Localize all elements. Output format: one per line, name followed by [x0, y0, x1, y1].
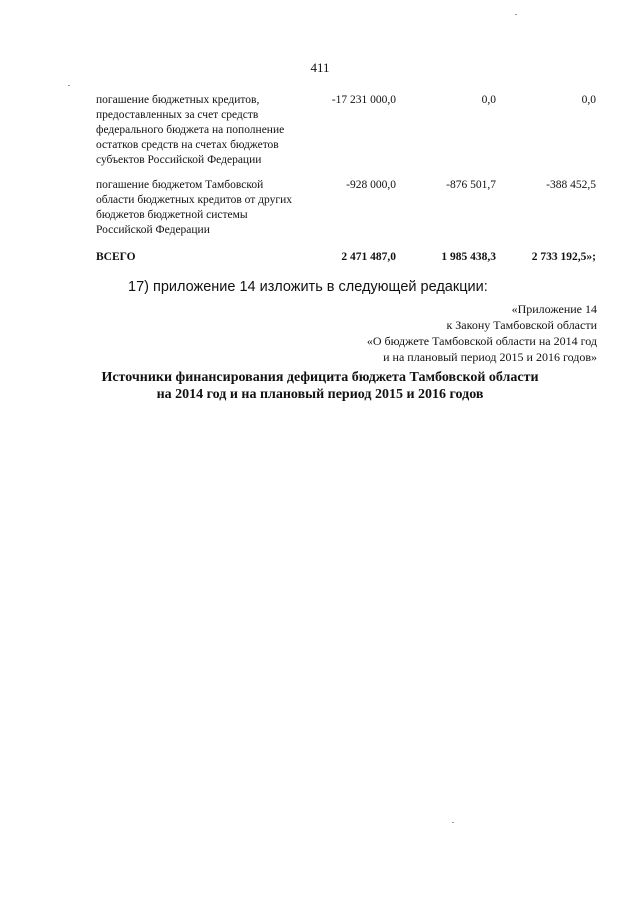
value-2015: 0,0 — [481, 94, 496, 106]
sources-table — [96, 93, 596, 265]
appendix-line: к Закону Тамбовской области — [446, 318, 597, 332]
table-row — [96, 178, 596, 238]
amendment-item: 17) приложение 14 изложить в следующей редакции: — [128, 279, 488, 295]
page-number: 411 — [310, 60, 330, 75]
row-description: погашение бюджетных кредитов, предоставленных за счет средств федерального бюджета на пополнение остатков средств на счетах бюджетов субъектов Российской Федерации — [96, 94, 285, 166]
total-row — [96, 250, 596, 265]
total-2016: 2 733 192,5»; — [531, 251, 596, 263]
value-2016: -388 452,5 — [546, 179, 596, 191]
appendix-line: «О бюджете Тамбовской области на 2014 год — [366, 334, 597, 348]
document-title — [0, 369, 640, 403]
title-line: Источники финансирования дефицита бюджета Тамбовской области — [101, 370, 539, 385]
value-2016: 0,0 — [581, 94, 596, 106]
appendix-line: и на плановый период 2015 и 2016 годов» — [383, 350, 597, 364]
total-2014: 2 471 487,0 — [341, 251, 396, 263]
value-2014: -928 000,0 — [346, 179, 396, 191]
table-row — [96, 93, 596, 168]
value-2014: -17 231 000,0 — [331, 94, 396, 106]
row-description: погашение бюджетом Тамбовской области бюджетных кредитов от других бюджетов бюджетной системы Российской Федерации — [96, 179, 292, 236]
title-line: на 2014 год и на плановый период 2015 и 2016 годов — [156, 387, 484, 402]
total-label: ВСЕГО — [96, 251, 136, 263]
total-2015: 1 985 438,3 — [441, 251, 496, 263]
value-2015: -876 501,7 — [446, 179, 496, 191]
appendix-line: «Приложение 14 — [511, 302, 597, 316]
appendix-reference — [367, 301, 597, 365]
